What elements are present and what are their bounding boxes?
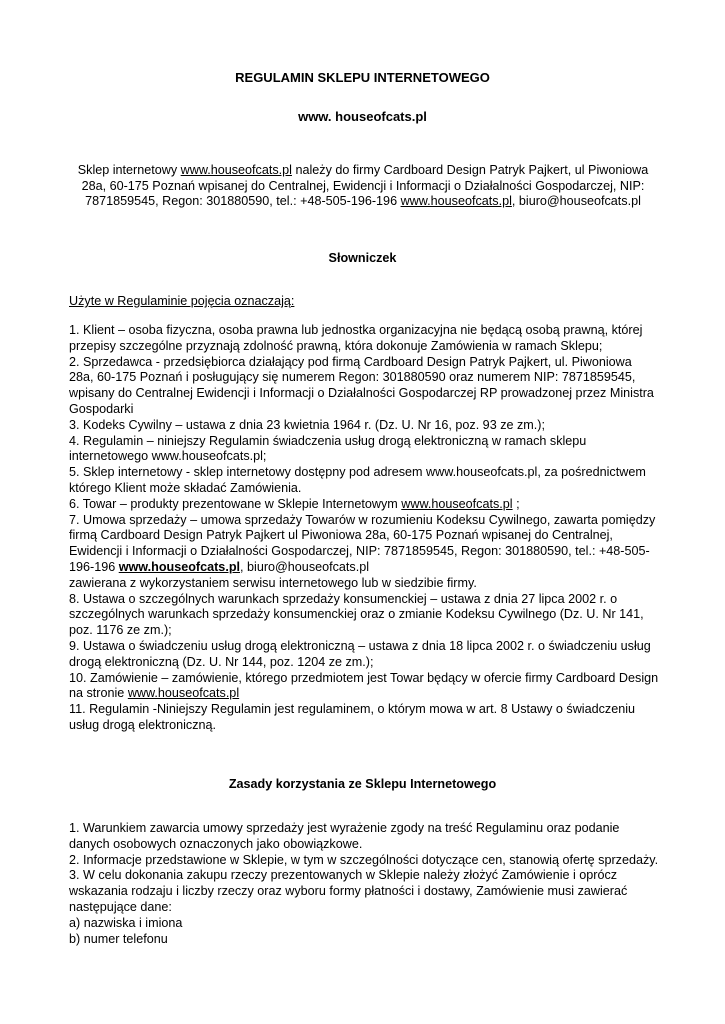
rules-item-1: 1. Warunkiem zawarcia umowy sprzedaży jest wyrażenie zgody na treść Regulaminu oraz podanie danych osobowych oznaczonych jako obowiązkowe. bbox=[69, 821, 620, 851]
glossary-item-6-link[interactable]: www.houseofcats.pl bbox=[401, 496, 513, 511]
glossary-item-6 bbox=[69, 497, 659, 513]
glossary-item-8: 8. Ustawa o szczególnych warunkach sprzedaży konsumenckiej – ustawa z dnia 27 lipca 2002 r. o szczególnych warunkach sprzedaży konsumenckiej oraz o zmianie Kodeksu Cywilnego (Dz. U. Nr 141, poz. 1176 ze zm.); bbox=[69, 591, 644, 638]
glossary-item-7-end: zawierana z wykorzystaniem serwisu internetowego lub w siedzibie firmy. bbox=[69, 575, 477, 590]
intro-paragraph bbox=[68, 163, 658, 210]
document-title: REGULAMIN SKLEPU INTERNETOWEGO bbox=[235, 70, 490, 85]
rules-item-b: b) numer telefonu bbox=[69, 931, 168, 946]
glossary-item-10 bbox=[69, 671, 659, 703]
glossary-item-6-end: ; bbox=[512, 496, 520, 511]
glossary-item-5: 5. Sklep internetowy - sklep internetowy dostępny pod adresem www.houseofcats.pl, za pośrednictwem którego Klient może składać Zamówienia. bbox=[69, 465, 646, 495]
glossary-item-7 bbox=[69, 513, 659, 592]
rules-list bbox=[69, 821, 659, 947]
glossary-item-7-email: , biuro@houseofcats.pl bbox=[240, 559, 370, 574]
intro-link-1[interactable]: www.houseofcats.pl bbox=[180, 163, 292, 177]
document-subtitle: www. houseofcats.pl bbox=[298, 109, 427, 124]
glossary-heading: Słowniczek bbox=[328, 251, 397, 265]
glossary-item-4: 4. Regulamin – niniejszy Regulamin świadczenia usług drogą elektroniczną w ramach sklepu internetowego www.houseofcats.pl; bbox=[69, 433, 587, 464]
intro-text-3: , biuro@houseofcats.pl bbox=[511, 194, 641, 209]
glossary-item-9: 9. Ustawa o świadczeniu usług drogą elektroniczną – ustawa z dnia 18 lipca 2002 r. o świadczeniu usług drogą elektroniczną (Dz. U. Nr 144, poz. 1204 ze zm.); bbox=[69, 638, 651, 669]
rules-heading: Zasady korzystania ze Sklepu Internetowego bbox=[228, 777, 497, 791]
glossary-item-2: 2. Sprzedawca - przedsiębiorca działający pod firmą Cardboard Design Patryk Pajkert, ul. Piwoniowa 28a, 60-175 Poznań i posługujący się numerem Regon: 301880590 oraz numerem NIP: 7871859545, wpisany do Centralnej Ewidencji i Informacji o Działalności Gospodarczej RP prowadzonej przez Ministra Gospodarki bbox=[69, 354, 654, 416]
glossary-item-3: 3. Kodeks Cywilny – ustawa z dnia 23 kwietnia 1964 r. (Dz. U. Nr 16, poz. 93 ze zm.); bbox=[69, 417, 545, 432]
rules-item-3: 3. W celu dokonania zakupu rzeczy prezentowanych w Sklepie należy złożyć Zamówienie i oprócz wskazania rodzaju i liczby rzeczy oraz wyboru formy płatności i dostawy, Zamówienie musi zawierać następujące dane: bbox=[69, 868, 628, 914]
glossary-list bbox=[69, 323, 659, 734]
glossary-item-10-link[interactable]: www.houseofcats.pl bbox=[127, 686, 240, 701]
glossary-item-7-link[interactable]: www.houseofcats.pl bbox=[118, 559, 241, 574]
intro-text-2: należy do firmy Cardboard Design Patryk Pajkert, ul Piwoniowa 28a, 60-175 Poznań wpisanej do Centralnej, Ewidencji i Informacji o Działalności Gospodarczej, NIP: 7871859545, Regon: 301880590, tel.: +48-505-196-196 bbox=[81, 163, 649, 209]
glossary-item-11: 11. Regulamin -Niniejszy Regulamin jest regulaminem, o którym mowa w art. 8 Ustawy o świadczeniu usług drogą elektroniczną. bbox=[69, 702, 635, 732]
glossary-item-7-text: 7. Umowa sprzedaży – umowa sprzedaży Towarów w rozumieniu Kodeksu Cywilnego, zawarta pomiędzy firmą Cardboard Design Patryk Pajkert ul Piwoniowa 28a, 60-175 Poznań wpisanej do Centralnej, Ewidencji i Informacji o Działalności Gospodarczej, NIP: 7871859545, Regon: 301880590, tel.: +48-505-196-196 bbox=[69, 512, 656, 574]
intro-link-2[interactable]: www.houseofcats.pl bbox=[400, 194, 512, 209]
glossary-lead: Użyte w Regulaminie pojęcia oznaczają: bbox=[69, 294, 295, 308]
glossary-item-6-text: 6. Towar – produkty prezentowane w Sklepie Internetowym bbox=[69, 496, 402, 511]
glossary-item-1: 1. Klient – osoba fizyczna, osoba prawna lub jednostka organizacyjna nie będącą osobą prawną, której przepisy szczególne przyznają zdolność prawną, która dokonuje Zamówienia w ramach Sklepu; bbox=[69, 323, 643, 353]
rules-item-a: a) nazwiska i imiona bbox=[69, 915, 183, 930]
intro-text-1: Sklep internetowy bbox=[77, 163, 181, 177]
rules-item-2: 2. Informacje przedstawione w Sklepie, w tym w szczególności dotyczące cen, stanowią ofertę sprzedaży. bbox=[69, 852, 659, 867]
glossary-item-10-text: 10. Zamówienie – zamówienie, którego przedmiotem jest Towar będący w ofercie firmy Cardboard Design na stronie bbox=[69, 670, 659, 701]
